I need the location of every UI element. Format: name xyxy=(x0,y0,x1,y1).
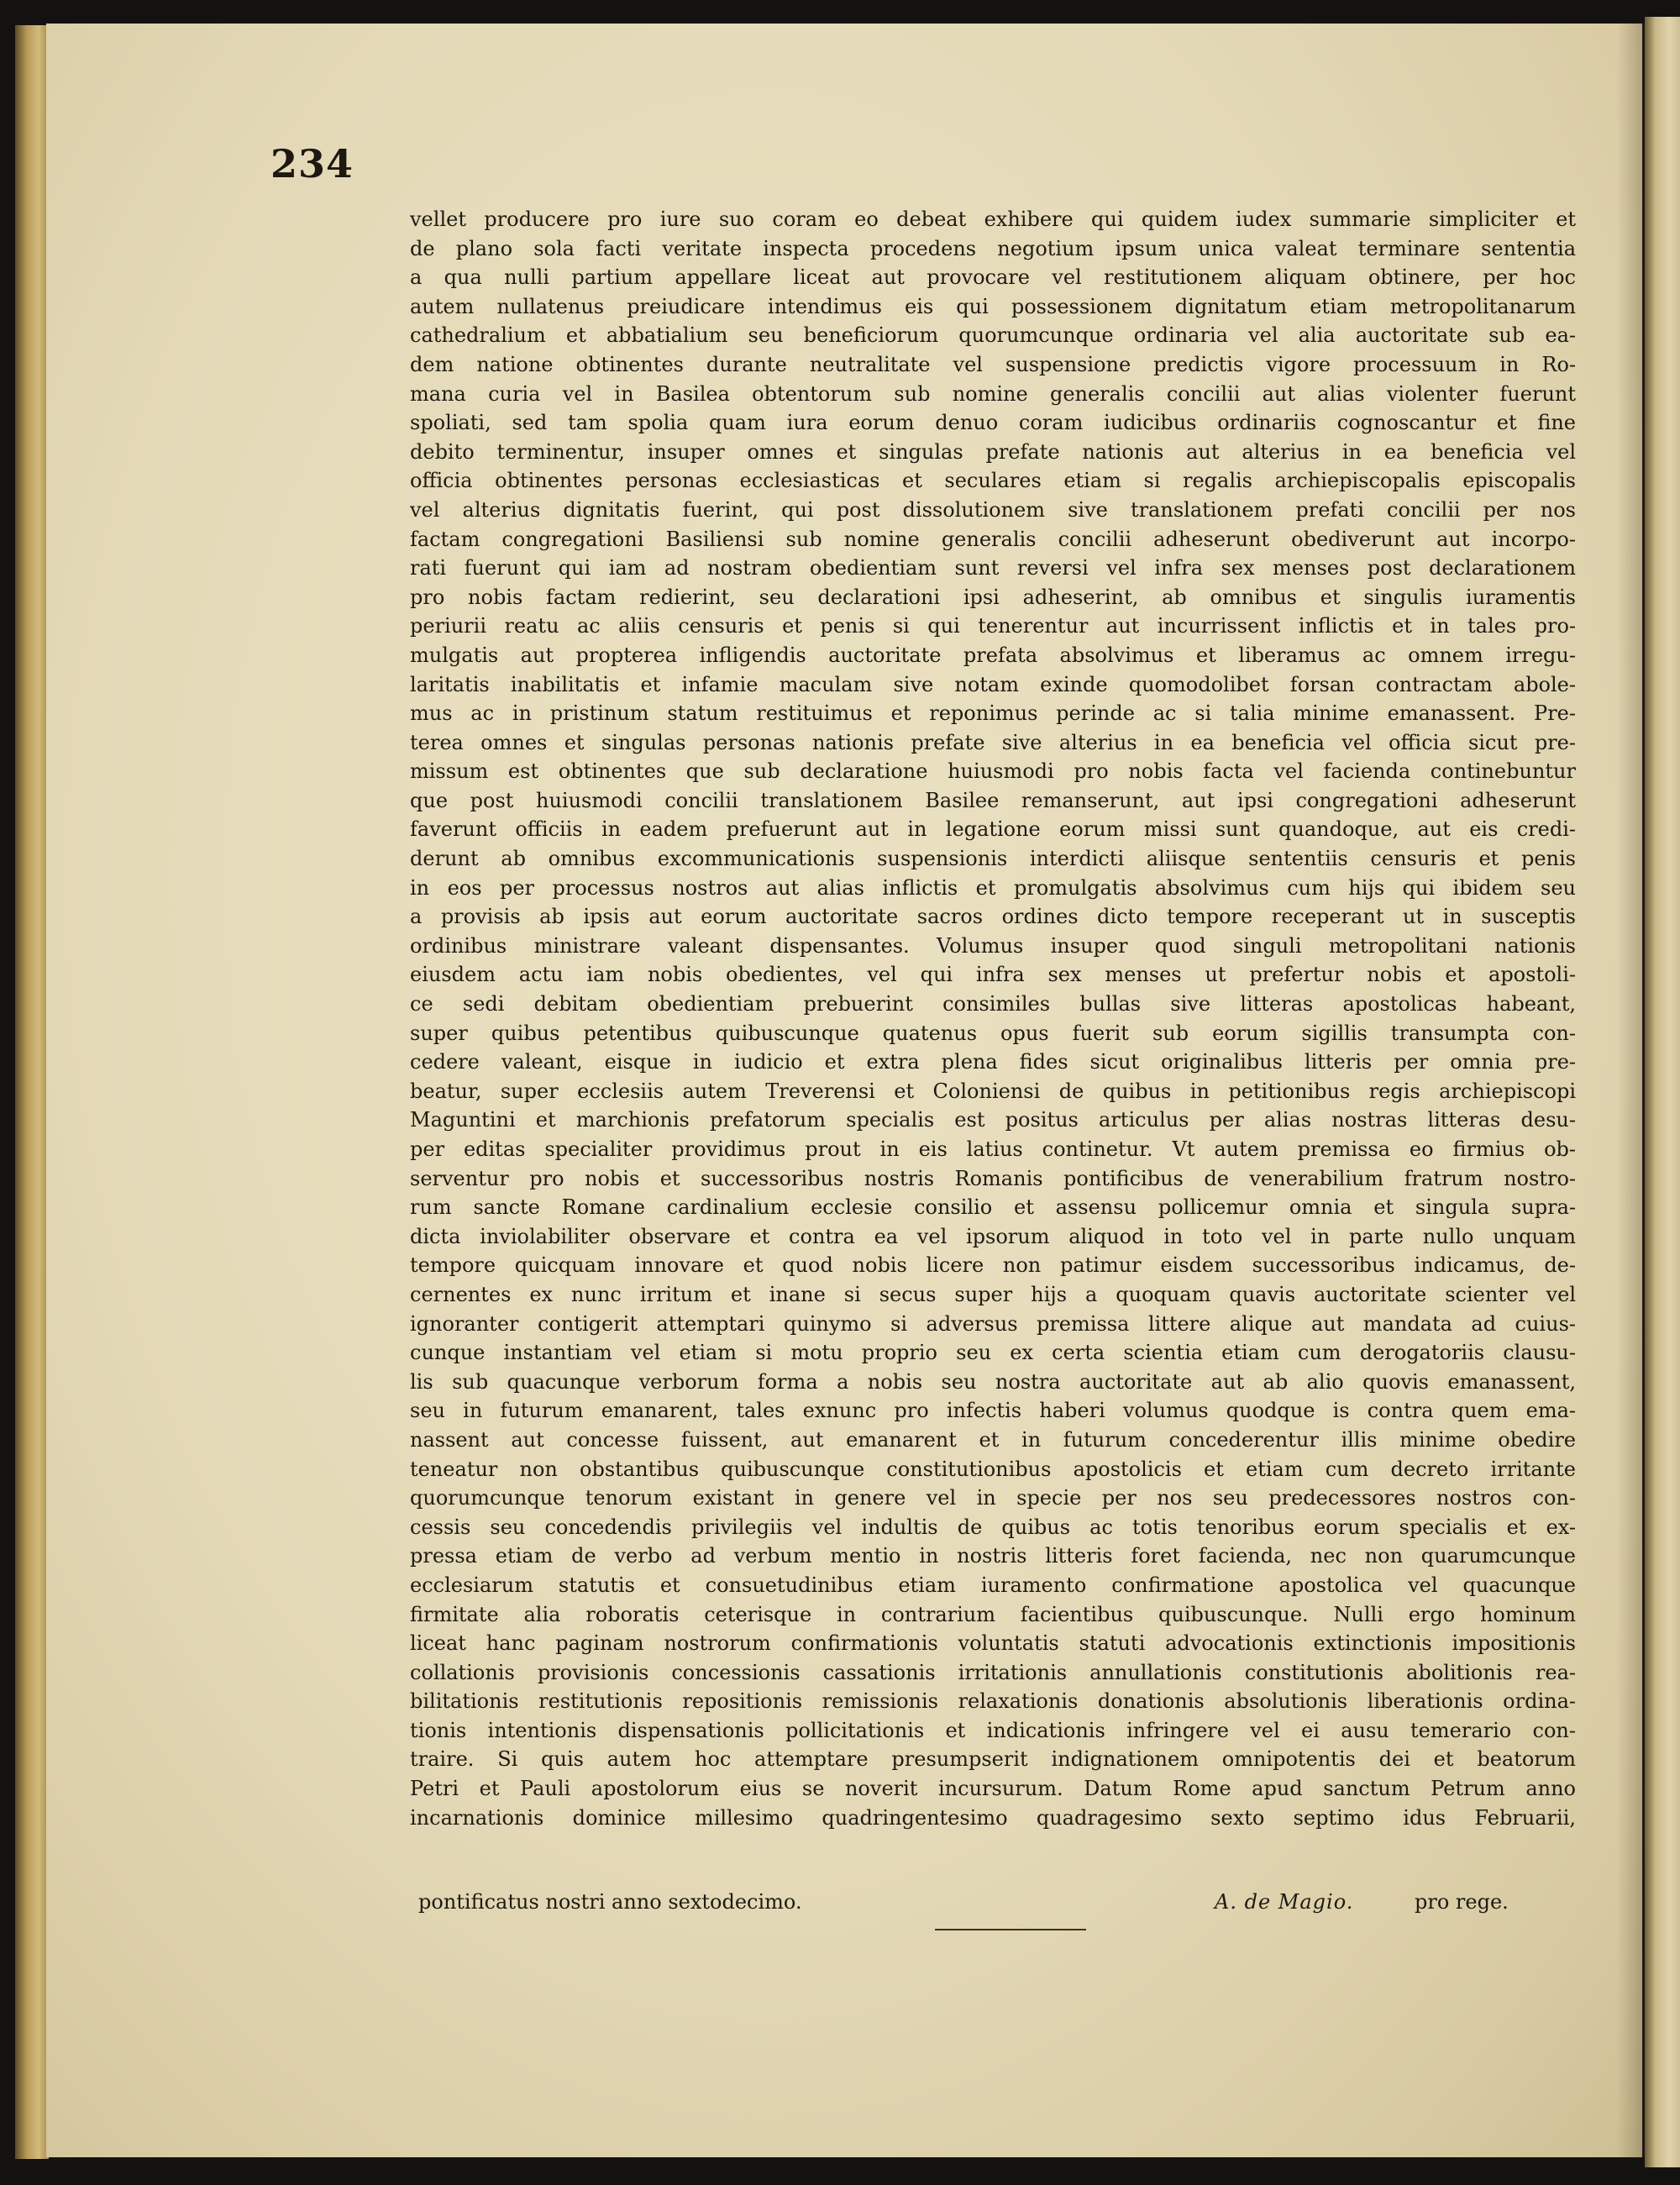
text-line: cathedralium et abbatialium seu beneficiorum quorumcunque ordinaria vel alia auctoritate sub ea- xyxy=(410,323,1576,348)
text-line: traire. Si quis autem hoc attemptare presumpserit indignationem omnipotentis dei et beatorum xyxy=(410,1747,1576,1772)
text-line: missum est obtinentes que sub declaratione huiusmodi pro nobis facta vel facienda continebuntur xyxy=(410,759,1576,784)
text-line: rum sancte Romane cardinalium ecclesie consilio et assensu pollicemur omnia et singula supra- xyxy=(410,1195,1576,1220)
text-line: tempore quicquam innovare et quod nobis licere non patimur eisdem successoribus indicamus, de- xyxy=(410,1253,1576,1278)
text-line: autem nullatenus preiudicare intendimus eis qui possessionem dignitatum etiam metropolitanarum xyxy=(410,294,1576,318)
text-line: incarnationis dominice millesimo quadringentesimo quadragesimo sexto septimo idus Februarii, xyxy=(410,1805,1576,1830)
text-line: teneatur non obstantibus quibuscunque constitutionibus apostolicis et etiam cum decreto irritante xyxy=(410,1457,1576,1481)
text-line: a qua nulli partium appellare liceat aut provocare vel restitutionem aliquam obtinere, per hoc xyxy=(410,265,1576,290)
text-line: terea omnes et singulas personas nationis prefate sive alterius in ea beneficia vel officia sicut pre- xyxy=(410,730,1576,754)
text-line: ce sedi debitam obedientiam prebuerint consimiles bullas sive litteras apostolicas habeant, xyxy=(410,992,1576,1016)
text-line: cernentes ex nunc irritum et inane si secus super hijs a quoquam quavis auctoritate scienter vel xyxy=(410,1282,1576,1306)
text-line: eiusdem actu iam nobis obedientes, vel qui infra sex menses ut prefertur nobis et apostoli- xyxy=(410,963,1576,987)
page-number: 234 xyxy=(270,141,354,186)
text-line: laritatis inabilitatis et infamie maculam sive notam exinde quomodolibet forsan contractam abole- xyxy=(410,672,1576,696)
text-line: pro nobis factam redierint, seu declarationi ipsi adheserint, ab omnibus et singulis iuramentis xyxy=(410,585,1576,609)
left-page-edge xyxy=(15,25,49,2159)
text-line: a provisis ab ipsis aut eorum auctoritate sacros ordines dicto tempore receperant ut in susceptis xyxy=(410,905,1576,929)
text-line: pressa etiam de verbo ad verbum mentio in nostris litteris foret facienda, nec non quarumcunque xyxy=(410,1544,1576,1568)
text-line: cunque instantiam vel etiam si motu proprio seu ex certa scientia etiam cum derogatoriis clausu- xyxy=(410,1341,1576,1365)
text-line: faverunt officiis in eadem prefuerunt aut in legatione eorum missi sunt quandoque, aut eis credi- xyxy=(410,817,1576,842)
text-line: ignoranter contigerit attemptari quinymo si adversus premissa littere alique aut mandata ad cuius- xyxy=(410,1311,1576,1336)
text-line: periurii reatu ac aliis censuris et penis si qui tenerentur aut incurrissent inflictis et in tales pro- xyxy=(410,614,1576,638)
text-line: mulgatis aut propterea infligendis auctoritate prefata absolvimus et liberamus ac omnem irregu- xyxy=(410,643,1576,667)
text-line: factam congregationi Basiliensi sub nomine generalis concilii adheserunt obediverunt aut incorpo- xyxy=(410,527,1576,551)
text-line: tionis intentionis dispensationis pollicitationis et indicationis infringere vel ei ausu temerario con- xyxy=(410,1718,1576,1742)
text-line: super quibus petentibus quibuscunque quatenus opus fuerit sub eorum sigillis transumpta con- xyxy=(410,1021,1576,1045)
text-line: collationis provisionis concessionis cassationis irritationis annullationis constitutionis abolitionis rea- xyxy=(410,1660,1576,1684)
text-line: nassent aut concesse fuissent, aut emanarent et in futurum concederentur illis minime obedire xyxy=(410,1427,1576,1452)
text-line: rati fuerunt qui iam ad nostram obedientiam sunt reversi vel infra sex menses post declarationem xyxy=(410,556,1576,580)
text-line: beatur, super ecclesiis autem Treverensi et Coloniensi de quibus in petitionibus regis archiepiscopi xyxy=(410,1079,1576,1103)
text-line: Petri et Pauli apostolorum eius se noverit incursurum. Datum Rome apud sanctum Petrum anno xyxy=(410,1777,1576,1801)
text-line: vellet producere pro iure suo coram eo debeat exhibere qui quidem iudex summarie simpliciter et xyxy=(410,207,1576,231)
text-line: bilitationis restitutionis repositionis remissionis relaxationis donationis absolutionis liberationis ordina- xyxy=(410,1689,1576,1714)
text-line: per editas specialiter providimus prout in eis latius continetur. Vt autem premissa eo firmius ob- xyxy=(410,1137,1576,1161)
text-line: mus ac in pristinum statum restituimus et reponimus perinde ac si talia minime emanassent. Pre- xyxy=(410,701,1576,726)
text-line: debito terminentur, insuper omnes et singulas prefate nationis aut alterius in ea beneficia vel xyxy=(410,439,1576,464)
text-line: quorumcunque tenorum existant in genere vel in specie per nos seu predecessores nostros con- xyxy=(410,1486,1576,1510)
closing-attribution: pro rege. xyxy=(1415,1890,1509,1914)
text-line: seu in futurum emanarent, tales exnunc pro infectis haberi volumus quodque is contra quem ema- xyxy=(410,1399,1576,1423)
text-line: lis sub quacunque verborum forma a nobis seu nostra auctoritate aut ab alio quovis emanassent, xyxy=(410,1369,1576,1394)
text-line: dem natione obtinentes durante neutralitate vel suspensione predictis vigore processuum in Ro- xyxy=(410,352,1576,376)
text-line: dicta inviolabiliter observare et contra ea vel ipsorum aliquod in toto vel in parte nullo unquam xyxy=(410,1224,1576,1248)
text-line: ecclesiarum statutis et consuetudinibus etiam iuramento confirmatione apostolica vel quacunque xyxy=(410,1573,1576,1597)
signature: A. de Magio. xyxy=(1215,1890,1354,1914)
text-line: spoliati, sed tam spolia quam iura eorum denuo coram iudicibus ordinariis cognoscantur et fine xyxy=(410,411,1576,435)
text-line: derunt ab omnibus excommunicationis suspensionis interdicti aliisque sententiis censuris et penis xyxy=(410,847,1576,871)
closing-text: pontificatus nostri anno sextodecimo. xyxy=(418,1890,802,1914)
text-line: Maguntini et marchionis prefatorum specialis est positus articulus per alias nostras litteras desu- xyxy=(410,1108,1576,1132)
text-line: de plano sola facti veritate inspecta procedens negotium ipsum unica valeat terminare sententia xyxy=(410,236,1576,260)
text-line: firmitate alia roboratis ceterisque in contrarium facientibus quibuscunque. Nulli ergo hominum xyxy=(410,1602,1576,1626)
closing-line xyxy=(410,1887,1576,1917)
text-line: in eos per processus nostros aut alias inflictis et promulgatis absolvimus cum hijs qui ibidem seu xyxy=(410,875,1576,900)
text-line: vel alterius dignitatis fuerint, qui post dissolutionem sive translationem prefati concilii per nos xyxy=(410,497,1576,522)
end-rule xyxy=(935,1929,1086,1930)
text-line: ordinibus ministrare valeant dispensantes. Volumus insuper quod singuli metropolitani nationis xyxy=(410,933,1576,958)
text-line: serventur pro nobis et successoribus nostris Romanis pontificibus de venerabilium fratrum nostro- xyxy=(410,1166,1576,1190)
text-line: mana curia vel in Basilea obtentorum sub nomine generalis concilii aut alias violenter fuerunt xyxy=(410,381,1576,406)
text-line: que post huiusmodi concilii translationem Basilee remanserunt, aut ipsi congregationi adheserunt xyxy=(410,788,1576,812)
text-line: cedere valeant, eisque in iudicio et extra plena fides sicut originalibus litteris per omnia pre- xyxy=(410,1050,1576,1074)
adjacent-page-sliver xyxy=(1645,17,1680,2167)
text-line: officia obtinentes personas ecclesiasticas et seculares etiam si regalis archiepiscopalis episcopalis xyxy=(410,469,1576,493)
text-line: liceat hanc paginam nostrorum confirmationis voluntatis statuti advocationis extinctionis impositionis xyxy=(410,1631,1576,1656)
body-text xyxy=(410,205,1576,1832)
text-line: cessis seu concedendis privilegiis vel indultis de quibus ac totis tenoribus eorum specialis et ex- xyxy=(410,1515,1576,1539)
